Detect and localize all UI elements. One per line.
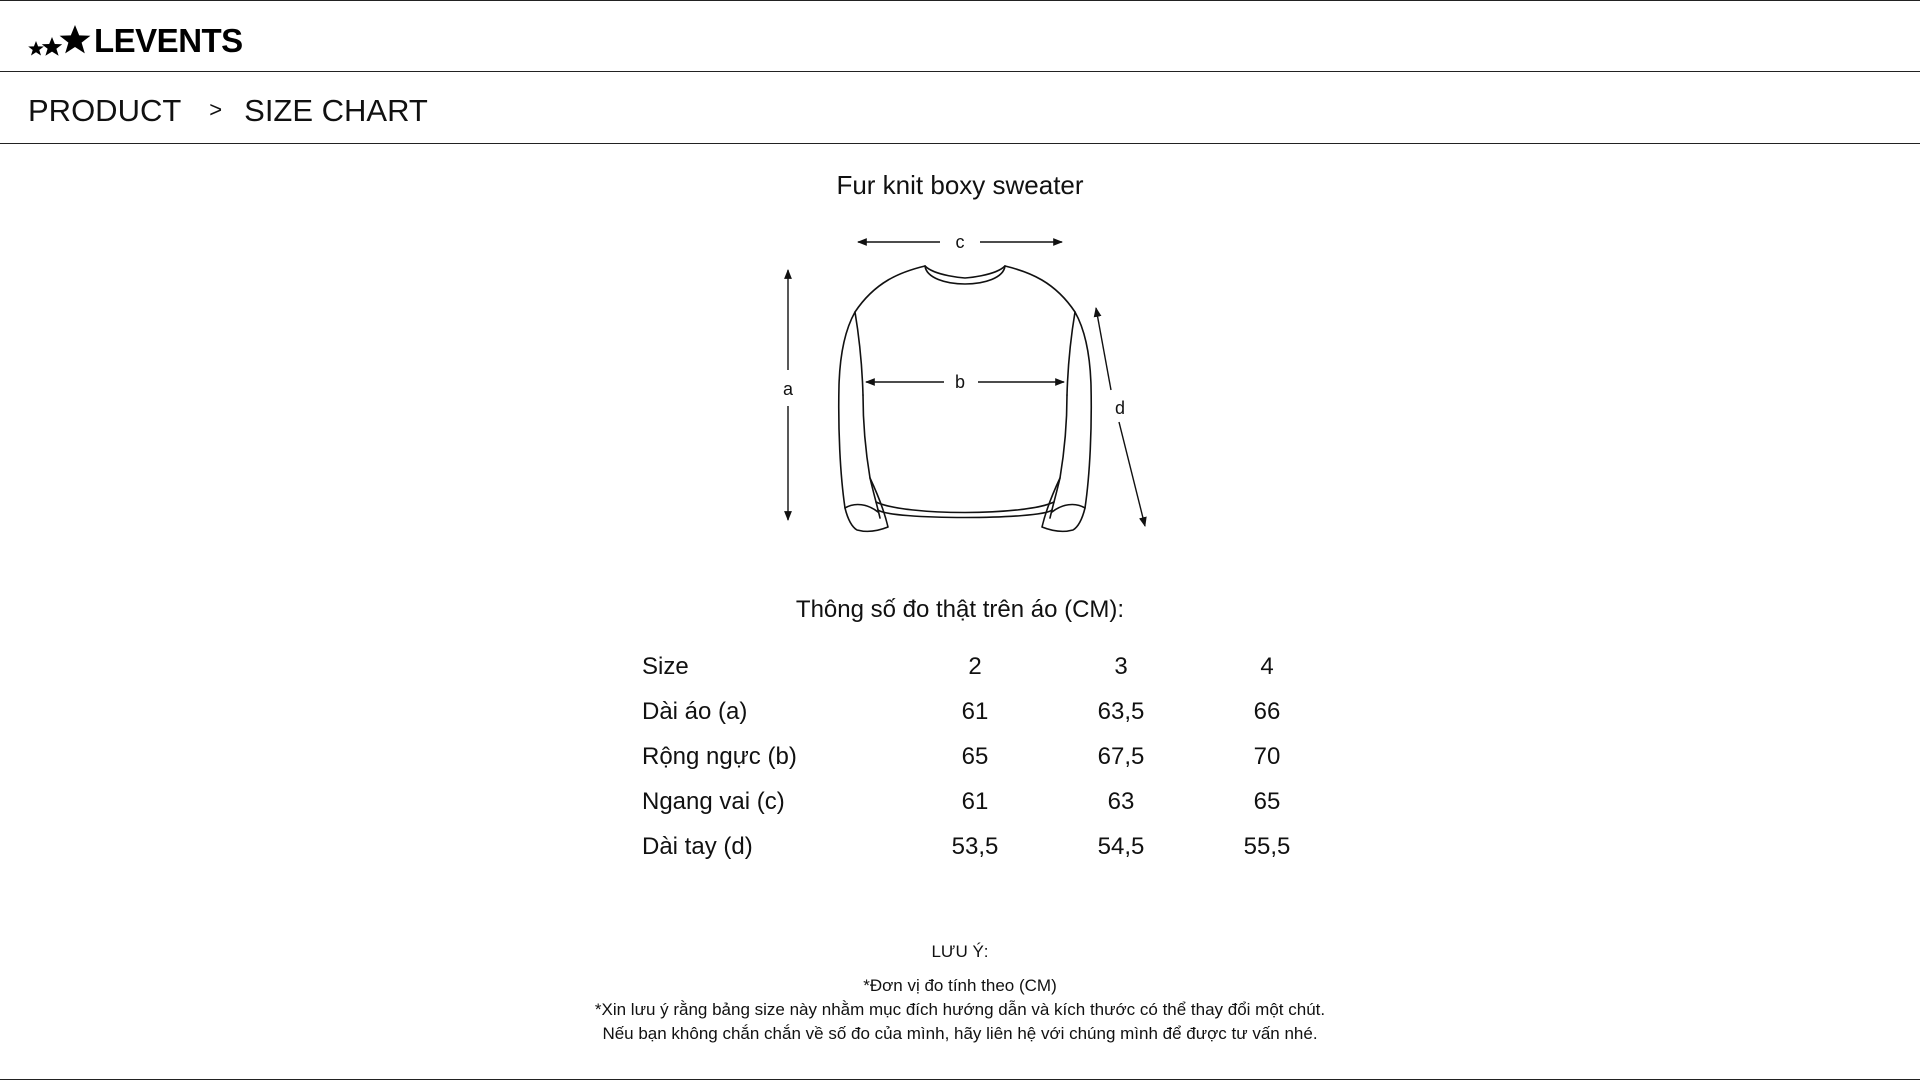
bottom-border <box>0 1079 1920 1080</box>
table-cell: 65 <box>961 742 989 770</box>
brand-logo[interactable] <box>28 18 243 62</box>
sweater-outline <box>839 266 1092 531</box>
top-border <box>0 0 1920 1</box>
header-cell-size-3: 3 <box>1114 652 1128 680</box>
breadcrumb-divider <box>0 143 1920 144</box>
table-cell: 53,5 <box>951 832 999 860</box>
breadcrumb-item-size-chart[interactable]: SIZE CHART <box>244 92 428 128</box>
breadcrumb-item-product[interactable]: PRODUCT <box>28 92 182 128</box>
header-cell-size-4: 4 <box>1260 652 1274 680</box>
table-cell: 61 <box>961 697 989 725</box>
row-label-chest: Rộng ngực (b) <box>642 742 797 770</box>
table-cell: 54,5 <box>1097 832 1145 860</box>
brand-name: LEVENTS <box>94 21 243 59</box>
note-line-contact: Nếu bạn không chắn chắn về số đo của mình, hãy liên hệ với chúng mình để được tư vấn nhé. <box>602 1024 1318 1043</box>
table-cell: 70 <box>1253 742 1281 770</box>
table-cell: 55,5 <box>1243 832 1291 860</box>
header-cell-size-2: 2 <box>968 652 982 680</box>
header-divider <box>0 71 1920 72</box>
label-a: a <box>782 379 794 399</box>
note-line-disclaimer: *Xin lưu ý rằng bảng size này nhằm mục đích hướng dẫn và kích thước có thể thay đổi một chút. <box>594 1000 1326 1019</box>
table-cell: 63,5 <box>1097 697 1145 725</box>
table-cell: 66 <box>1253 697 1281 725</box>
product-title: Fur knit boxy sweater <box>836 170 1084 200</box>
arrow-d-down <box>1119 422 1145 526</box>
label-c: c <box>955 232 965 252</box>
breadcrumb-separator: > <box>209 97 223 122</box>
table-row <box>630 734 1340 779</box>
notes-title: LƯU Ý: <box>931 942 989 961</box>
row-label-sleeve: Dài tay (d) <box>642 832 753 860</box>
table-cell: 67,5 <box>1097 742 1145 770</box>
size-table <box>630 644 1340 869</box>
three-stars-icon <box>28 23 92 57</box>
sweater-diagram <box>760 220 1160 540</box>
table-cell: 61 <box>961 787 989 815</box>
table-row <box>630 824 1340 869</box>
label-d: d <box>1114 398 1126 418</box>
notes-section <box>0 940 1920 1046</box>
note-line-unit: *Đơn vị đo tính theo (CM) <box>863 976 1057 995</box>
measurements-title: Thông số đo thật trên áo (CM): <box>795 596 1125 623</box>
table-header-row <box>630 644 1340 689</box>
breadcrumb <box>28 88 428 132</box>
table-cell: 65 <box>1253 787 1281 815</box>
table-row <box>630 689 1340 734</box>
row-label-length: Dài áo (a) <box>642 697 748 725</box>
table-cell: 63 <box>1107 787 1135 815</box>
table-row <box>630 779 1340 824</box>
row-label-shoulder: Ngang vai (c) <box>642 787 785 815</box>
label-b: b <box>954 372 966 392</box>
arrow-d-up <box>1096 308 1111 390</box>
header-cell-size: Size <box>642 652 689 680</box>
